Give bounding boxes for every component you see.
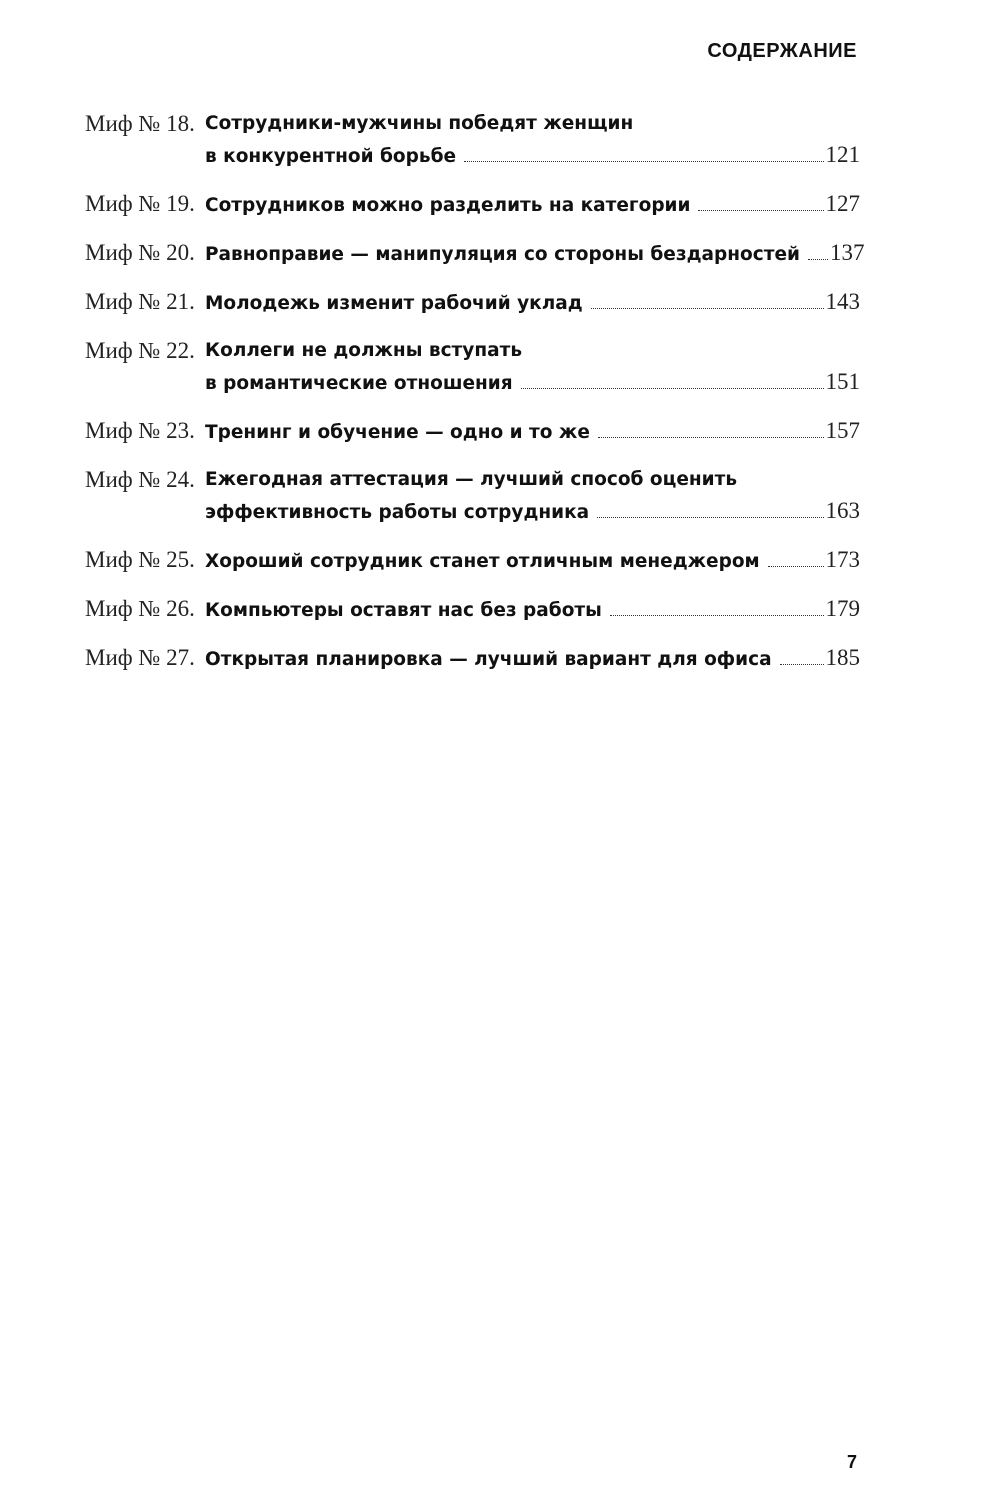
dot-leader (464, 161, 823, 162)
toc-entry-title-line: Сотрудников можно разделить на категории (205, 195, 691, 216)
toc-entry-label: Миф № 26. (85, 596, 195, 621)
toc-entry (85, 464, 860, 528)
toc-entry-leader-line (205, 188, 860, 221)
toc-entry-label: Миф № 22. (85, 338, 195, 363)
toc-entry-title-line: Равноправие — манипуляция со стороны бездарностей (205, 244, 800, 265)
toc-entry-page-number: 157 (825, 418, 860, 443)
toc-entry-title (205, 464, 860, 528)
toc-entry-leader-line (205, 415, 860, 448)
toc-entry-page-number: 179 (825, 596, 860, 621)
toc-entry-title-line: в конкурентной борьбе (205, 146, 457, 167)
dot-leader (808, 259, 828, 260)
toc-entry-title-line: Тренинг и обучение — одно и то же (205, 422, 590, 443)
toc-entry-title-line: Молодежь изменит рабочий уклад (205, 293, 583, 314)
toc-entry-title-line: в романтические отношения (205, 373, 513, 394)
toc-entry-label: Миф № 19. (85, 191, 195, 216)
toc-entry (85, 108, 860, 172)
toc-entry-page-number: 151 (825, 369, 860, 394)
toc-entry-title (205, 544, 860, 577)
toc-entry-leader-line (205, 237, 864, 270)
toc-entry-title-line: Компьютеры оставят нас без работы (205, 600, 602, 621)
dot-leader (698, 210, 823, 211)
dot-leader (768, 566, 824, 567)
toc-entry-leader-line (205, 366, 860, 399)
dot-leader (597, 517, 823, 518)
page-number: 7 (846, 1452, 857, 1472)
toc-entry-title-line: Сотрудники-мужчины победят женщин (205, 113, 634, 134)
toc-entry-title (205, 593, 860, 626)
toc-entry-leader-line (205, 593, 860, 626)
toc-entry-page-number: 163 (825, 498, 860, 523)
toc-entry-title (205, 415, 860, 448)
running-header: СОДЕРЖАНИЕ (707, 40, 857, 62)
table-of-contents (85, 108, 865, 691)
toc-entry-label: Миф № 23. (85, 418, 195, 443)
toc-entry-leader-line (205, 544, 860, 577)
toc-entry-label: Миф № 27. (85, 645, 195, 670)
toc-entry-title (205, 108, 860, 172)
toc-entry (85, 544, 860, 577)
toc-entry-title-line: Ежегодная аттестация — лучший способ оценить (205, 469, 738, 490)
toc-entry (85, 286, 860, 319)
toc-entry-title (205, 335, 860, 399)
toc-entry-title-line: Открытая планировка — лучший вариант для офиса (205, 649, 772, 670)
toc-entry-label: Миф № 24. (85, 467, 195, 492)
dot-leader (521, 388, 824, 389)
toc-entry-title-line: эффективность работы сотрудника (205, 502, 590, 523)
toc-entry (85, 188, 860, 221)
toc-entry (85, 335, 860, 399)
dot-leader (610, 615, 824, 616)
toc-entry-page-number: 185 (825, 645, 860, 670)
toc-entry-page-number: 173 (825, 547, 860, 572)
toc-entry-label: Миф № 21. (85, 289, 195, 314)
toc-entry-leader-line (205, 139, 860, 172)
toc-entry (85, 237, 865, 270)
toc-entry-title (205, 237, 864, 270)
toc-entry-page-number: 127 (825, 191, 860, 216)
toc-entry-title (205, 642, 860, 675)
toc-entry-label: Миф № 25. (85, 547, 195, 572)
dot-leader (591, 308, 824, 309)
dot-leader (598, 437, 824, 438)
dot-leader (780, 664, 824, 665)
toc-entry (85, 415, 860, 448)
toc-entry-title (205, 286, 860, 319)
toc-entry-leader-line (205, 286, 860, 319)
toc-entry (85, 642, 860, 675)
toc-entry-title-line: Коллеги не должны вступать (205, 340, 523, 361)
toc-entry-leader-line (205, 495, 860, 528)
toc-entry-label: Миф № 18. (85, 111, 195, 136)
toc-entry-page-number: 137 (829, 240, 865, 265)
toc-entry-title-line: Хороший сотрудник станет отличным менеджером (205, 551, 760, 572)
toc-entry-page-number: 121 (825, 142, 860, 167)
toc-entry-leader-line (205, 642, 860, 675)
toc-entry (85, 593, 860, 626)
toc-entry-page-number: 143 (825, 289, 860, 314)
toc-entry-title (205, 188, 860, 221)
toc-entry-label: Миф № 20. (85, 240, 195, 265)
